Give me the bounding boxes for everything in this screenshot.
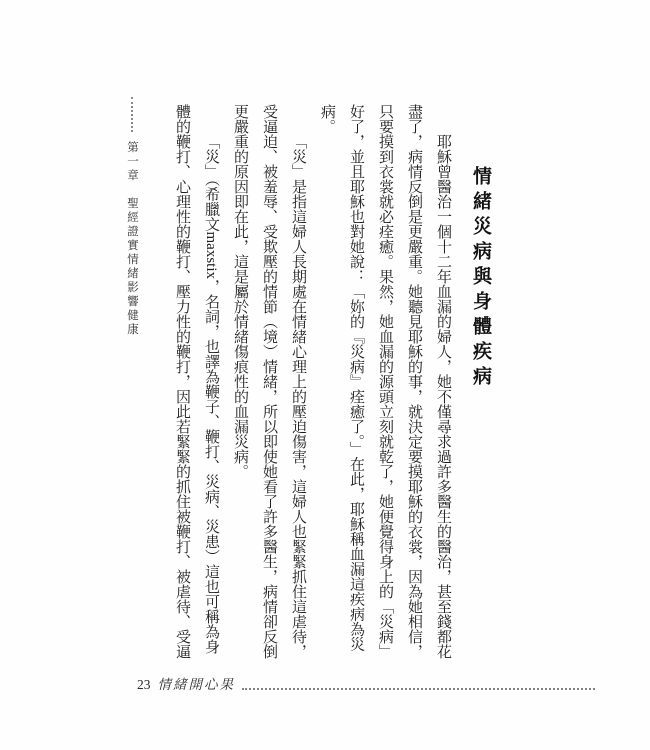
body-paragraph-3: 「災」（希臘文maxstix，名詞，也譯為鞭子、鞭打、災病、災患）這也可稱為身體的鞭打、心理性的鞭打、壓力性的鞭打，因此若緊緊的抓住被鞭打、被虐待、受逼 bbox=[174, 104, 219, 659]
chapter-header bbox=[124, 97, 140, 337]
page-number: 23 bbox=[137, 677, 151, 692]
body-paragraph-2: 「災」是指這婦人長期處在情緒心理上的壓迫傷害，這婦人也緊緊抓住這虐待，受逼迫、被羞辱、受欺壓的情節（境）情緒，所以即使她看了許多醫生，病情卻反倒更嚴重的原因即在此，這是屬於情緒傷痕性的血漏災病。 bbox=[232, 104, 306, 659]
section-heading: 情緒災病與身體疾病 bbox=[470, 166, 491, 391]
chapter-title: 第一章 聖經證實情緒影響健康 bbox=[126, 141, 138, 337]
dotted-rule-ornament bbox=[131, 97, 133, 132]
book-title: 情緒開心果 bbox=[157, 677, 235, 692]
dotted-leader-ornament bbox=[242, 688, 595, 690]
body-paragraph-1: 耶穌曾醫治一個十二年血漏的婦人，她不僅尋求過許多醫生的醫治，甚至錢都花盡了，病情反倒是更嚴重。她聽見耶穌的事，就決定要摸耶穌的衣裳，因為她相信，只要摸到衣裳就必痊癒。果然，她血漏的源頭立刻就乾了，她便覺得身上的「災病」好了，並且耶穌也對她說：「妳的『災病』痊癒了。」在此，耶穌稱血漏這疾病為災病。 bbox=[319, 104, 451, 659]
page-footer bbox=[137, 673, 595, 693]
main-text-block bbox=[166, 104, 502, 660]
